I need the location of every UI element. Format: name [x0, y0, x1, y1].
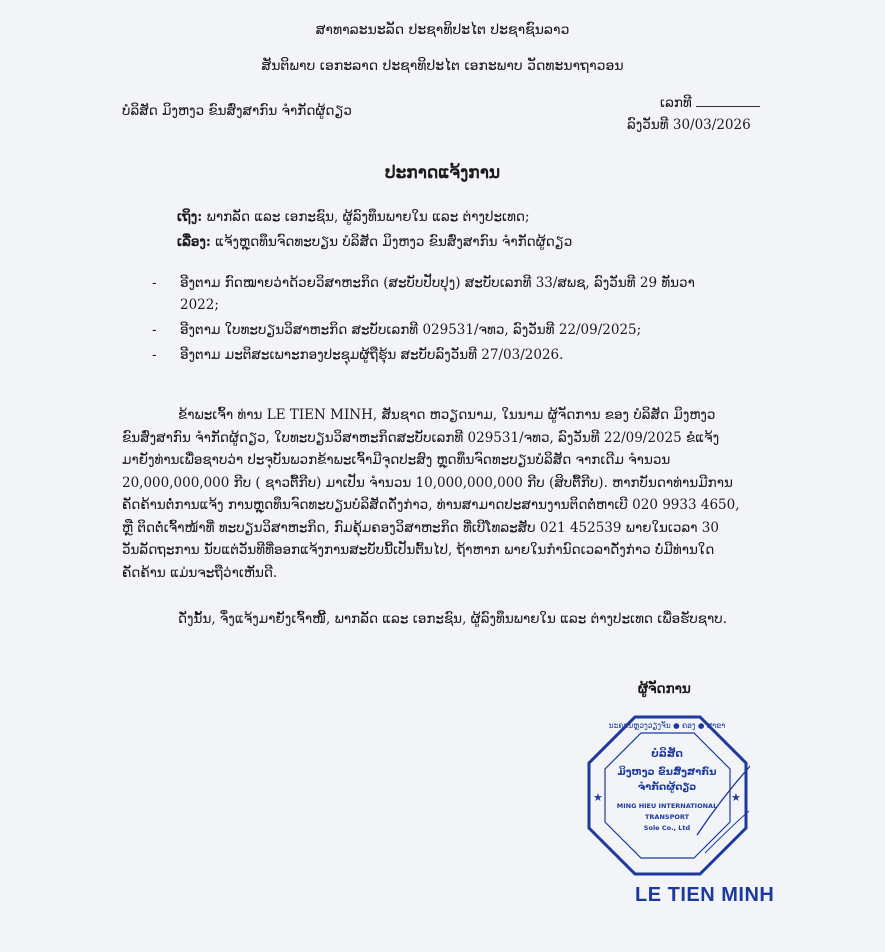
body-line: ຫຼື ຕິດຕໍ່ເຈົ້າໜ້າທີ່ ທະບຽນວິສາຫະກິດ, ກົມຄຸ້ມຄອງວິສາຫະກິດ ທີ່ເບີໂທລະສັບ 021 452539 ພາຍໃນເວລາ 30 [122, 519, 719, 536]
subject-label: ເລື່ອງ: [177, 234, 211, 250]
stamp-line: ບໍລິສັດ [651, 748, 683, 760]
list-item-text: ອີງຕາມ ໃບທະບຽນວິສາຫະກິດ ສະບັບເລກທີ 029531/ຈທວ, ລົງວັນທີ 22/09/2025; [180, 322, 642, 338]
list-item: - ອີງຕາມ ໃບທະບຽນວິສາຫະກິດ ສະບັບເລກທີ 029531/ຈທວ, ລົງວັນທີ 22/09/2025; [152, 319, 762, 341]
signer-role: ຜູ້ຈັດການ [638, 681, 691, 697]
ref-date [627, 117, 751, 133]
stamp-line: Sole Co., Ltd [643, 824, 691, 832]
page-title: ປະກາດແຈ້ງການ [384, 163, 501, 183]
list-item-text: ອີງຕາມ ກົດໝາຍວ່າດ້ວຍວິສາຫະກິດ (ສະບັບປັບປຸງ) ສະບັບເລກທີ 33/ສພຊ, ລົງວັນທີ 29 ທັນວາ [180, 275, 695, 291]
body-line: ມາຍັງທ່ານເພື່ອຊາບວ່າ ປະຈຸບັນພວກຂ້າພະເຈົ້າມີຈຸດປະສົງ ຫຼຸດທຶນຈົດທະບຽນບໍລິສັດ ຈາກເດີມ ຈຳນວນ [122, 452, 671, 468]
basis-list [152, 272, 762, 366]
body-line: ຂົນສົ່ງສາກົນ ຈຳກັດຜູ້ດຽວ, ໃບທະບຽນວິສາຫະກິດສະບັບເລກທີ 029531/ຈທວ, ລົງວັນທີ 22/09/2025 ຂໍແຈ້ງ [122, 429, 720, 446]
list-item: - ອີງຕາມ ມະຕິສະເພາະກອງປະຊຸມຜູ້ຖືຮຸ້ນ ສະບັບລົງວັນທີ 27/03/2026. [152, 344, 762, 366]
to-line [177, 209, 530, 225]
subject-line [177, 234, 572, 250]
list-item: - ອີງຕາມ ກົດໝາຍວ່າດ້ວຍວິສາຫະກິດ (ສະບັບປັບປຸງ) ສະບັບເລກທີ 33/ສພຊ, ລົງວັນທີ 29 ທັນວາ 2022; [152, 272, 762, 316]
body-line: ວັນລັດຖະການ ນັບແຕ່ວັນທີທີ່ອອກແຈ້ງການສະບັບນີ້ເປັນຕົ້ນໄປ, ຖ້າຫາກ ພາຍໃນກຳນົດເວລາດັ່ງກ່າວ ບໍ່ມີທ່ານໃດ [122, 542, 715, 558]
stamp-line: ຈຳກັດຜູ້ດຽວ [637, 782, 697, 793]
ref-number [660, 95, 760, 111]
body-line: ຄັດຄ້ານຕໍ່ການແຈ້ງ ການຫຼຸດທຶນຈົດທະບຽນບໍລິສັດດັ່ງກ່າວ, ທ່ານສາມາດປະສານງານຕິດຕໍ່ຫາເບີ 020 9933 4650, [122, 497, 740, 513]
ref-number-blank [696, 95, 760, 107]
ref-number-label: ເລກທີ [660, 95, 692, 111]
stamp-line: ມິງຫງວ ຂົນສົ່ງສາກົນ [617, 767, 717, 778]
company-name: ບໍລິສັດ ມິງຫງວ ຂົນສົ່ງສາກົນ ຈຳກັດຜູ້ດຽວ [122, 103, 352, 119]
motto-line: ສັນຕິພາບ ເອກະລາດ ປະຊາທິປະໄຕ ເອກະພາບ ວັດທະນາຖາວອນ [261, 58, 624, 74]
stamp-line: TRANSPORT [644, 813, 690, 821]
body-line: 20,000,000,000 ກີບ ( ຊາວຕື້ກີບ) ມາເປັນ ຈຳນວນ 10,000,000,000 ກີບ (ສິບຕື້ກີບ). ຫາກບັນດາທ່ານມີການ [122, 474, 733, 491]
signer-name: LE TIEN MINH [635, 884, 775, 906]
subject-text: ແຈ້ງຫຼຸດທຶນຈົດທະບຽນ ບໍລິສັດ ມິງຫງວ ຂົນສົ່ງສາກົນ ຈຳກັດຜູ້ດຽວ [215, 234, 573, 250]
body-line: ຄັດຄ້ານ ແມ່ນຈະຖືວ່າເຫັນດີ. [122, 564, 278, 581]
stamp-ring-text: ນະຄອນຫຼວງວຽງຈັນ ● ຄອງ ● ສາຂາ [608, 721, 726, 730]
svg-text:★: ★ [731, 791, 741, 804]
country-line: ສາທາລະນະລັດ ປະຊາທິປະໄຕ ປະຊາຊົນລາວ [315, 22, 570, 38]
body-paragraph [122, 404, 762, 584]
ref-date-value: 30/03/2026 [672, 117, 751, 133]
body-line: ຂ້າພະເຈົ້າ ທ່ານ LE TIEN MINH, ສັນຊາດ ຫວຽດນາມ, ໃນນາມ ຜູ້ຈັດການ ຂອງ ບໍລິສັດ ມິງຫງວ [178, 407, 716, 423]
list-item-text: ອີງຕາມ ມະຕິສະເພາະກອງປະຊຸມຜູ້ຖືຮຸ້ນ ສະບັບລົງວັນທີ 27/03/2026. [180, 347, 564, 363]
list-item-text: 2022; [180, 297, 219, 313]
closing-line: ດັ່ງນັ້ນ, ຈຶ່ງແຈ້ງມາຍັງເຈົ້າໜີ້, ພາກລັດ ແລະ ເອກະຊົນ, ຜູ້ລົງທຶນພາຍໃນ ແລະ ຕ່າງປະເທດ ເພື່ອຮັບຊາບ. [178, 611, 728, 627]
to-text: ພາກລັດ ແລະ ເອກະຊົນ, ຜູ້ລົງທຶນພາຍໃນ ແລະ ຕ່າງປະເທດ; [206, 209, 530, 225]
stamp-line: MING HIEU INTERNATIONAL [616, 802, 718, 810]
svg-text:★: ★ [593, 791, 603, 804]
company-stamp [585, 713, 750, 878]
ref-date-label: ລົງວັນທີ [627, 117, 669, 133]
to-label: ເຖິງ: [177, 209, 203, 225]
